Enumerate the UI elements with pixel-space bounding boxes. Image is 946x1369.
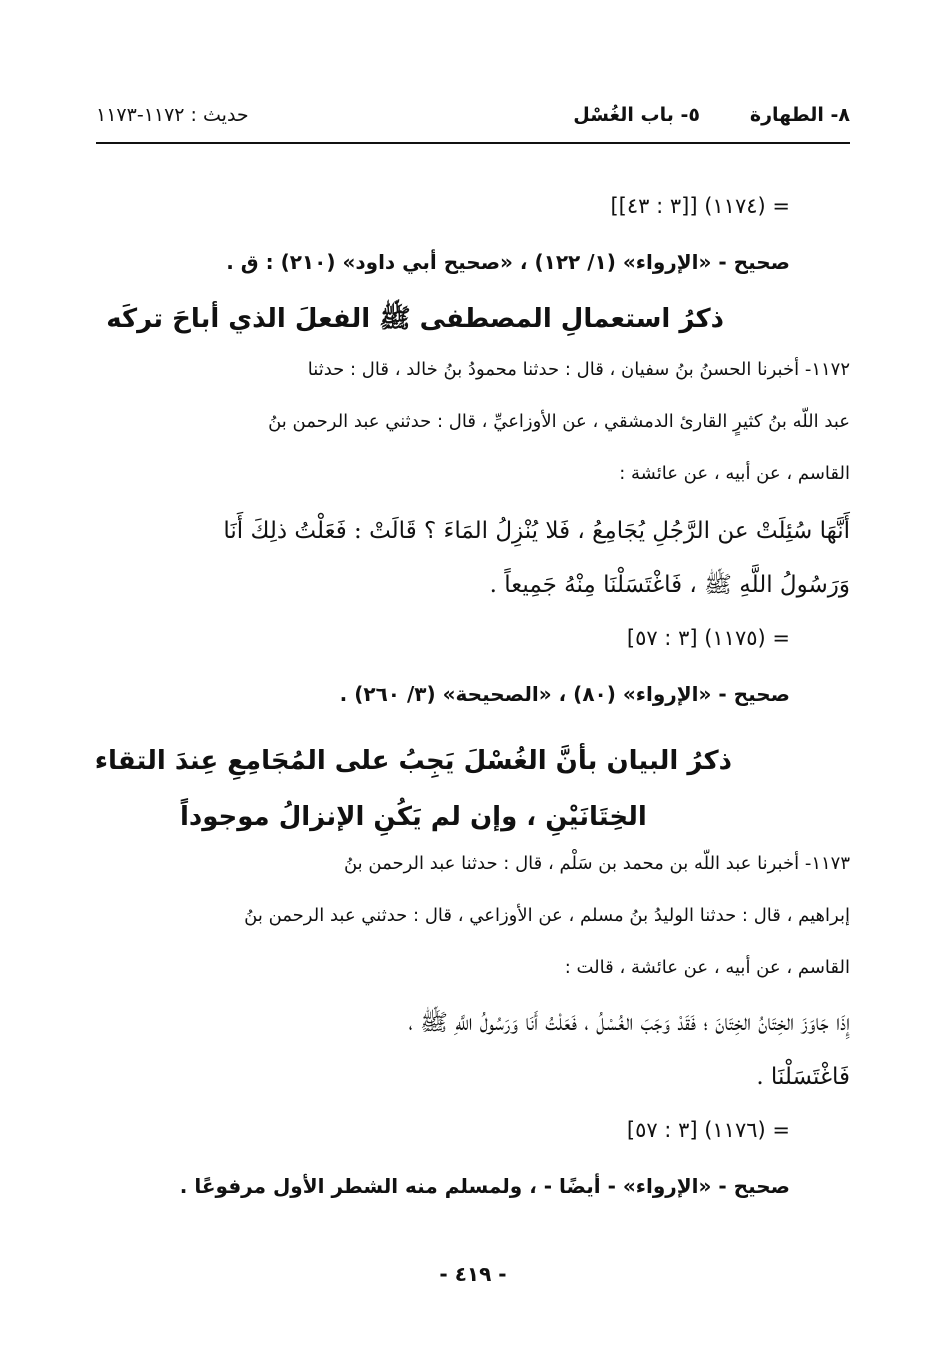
isnad-line: القاسم ، عن أبيه ، عن عائشة ، قالت : [564, 957, 850, 978]
isnad-line: إبراهيم ، قال : حدثنا الوليدُ بنُ مسلم ، عن الأوزاعي ، قال : حدثني عبد الرحمن بنُ [244, 905, 850, 926]
matn-1173 [408, 996, 850, 1104]
matn-1172 [223, 504, 850, 612]
isnad-1173 [244, 838, 850, 994]
section-title: ٥- باب الغُسْل [573, 104, 700, 126]
heading-line: ذكرُ البيان بأنَّ الغُسْلَ يَجِبُ على المُجَامِعِ عِندَ التقاء [94, 746, 732, 776]
isnad-line: ١١٧٣- أخبرنا عبد اللّه بن محمد بن سَلْم ، قال : حدثنا عبد الرحمن بنُ [343, 853, 850, 874]
chapter-heading-1: ذكرُ استعمالِ المصطفى ﷺ الفعلَ الذي أباحَ تركَه [106, 304, 724, 334]
chapter-heading-2 [95, 733, 732, 845]
grading-1176: صحيح - «الإرواء» - أيضًا - ، ولمسلم منه الشطر الأول مرفوعًا . [179, 1174, 790, 1198]
cross-reference-1175: = (١١٧٥) [٣ : ٥٧] [626, 626, 790, 650]
matn-line: إِذَا جَاوَزَ الخِتَانُ الخِتَانَ ؛ فَقَدْ وَجَبَ الغُسْلُ ، فَعَلْتُ أَنَا وَرَسُولُ اللَّهِ ﷺ ، [408, 1010, 850, 1036]
page-number: - ٤١٩ - [439, 1262, 507, 1286]
heading-line: الخِتَانَيْنِ ، وإن لم يَكُنِ الإنزالُ موجوداً [179, 802, 647, 832]
isnad-line: القاسم ، عن أبيه ، عن عائشة : [619, 463, 850, 484]
matn-line: وَرَسُولُ اللَّهِ ﷺ ، فَاغْتَسَلْنَا مِنْهُ جَمِيعاً . [489, 572, 850, 598]
grading-1174: صحيح - «الإرواء» (١/ ١٢٢) ، «صحيح أبي داود» (٢١٠) : ق . [226, 250, 790, 274]
isnad-line: ١١٧٢- أخبرنا الحسنُ بنُ سفيان ، قال : حدثنا محمودُ بنُ خالد ، قال : حدثنا [307, 359, 850, 380]
isnad-line: عبد اللّه بنُ كثيرٍ القارئ الدمشقي ، عن الأوزاعيِّ ، قال : حدثني عبد الرحمن بنُ [268, 411, 850, 432]
matn-line: فَاغْتَسَلْنَا . [756, 1064, 850, 1090]
isnad-1172 [268, 344, 850, 500]
cross-reference-1174: = (١١٧٤) [[٣ : ٤٣]] [610, 194, 790, 218]
hadith-range: حديث : ١١٧٢-١١٧٣ [96, 104, 249, 126]
header-rule [96, 142, 850, 144]
cross-reference-1176: = (١١٧٦) [٣ : ٥٧] [626, 1118, 790, 1142]
grading-1175: صحيح - «الإرواء» (٨٠) ، «الصحيحة» (٣/ ٢٦٠) . [339, 682, 790, 706]
matn-line: أَنَّهَا سُئِلَتْ عن الرَّجُلِ يُجَامِعُ ، فَلا يُنْزِلُ المَاءَ ؟ قَالَتْ : فَعَلْتُ ذلِكَ أَنَا [223, 518, 850, 544]
chapter-title: ٨- الطهارة [749, 104, 850, 126]
running-header [96, 104, 850, 138]
